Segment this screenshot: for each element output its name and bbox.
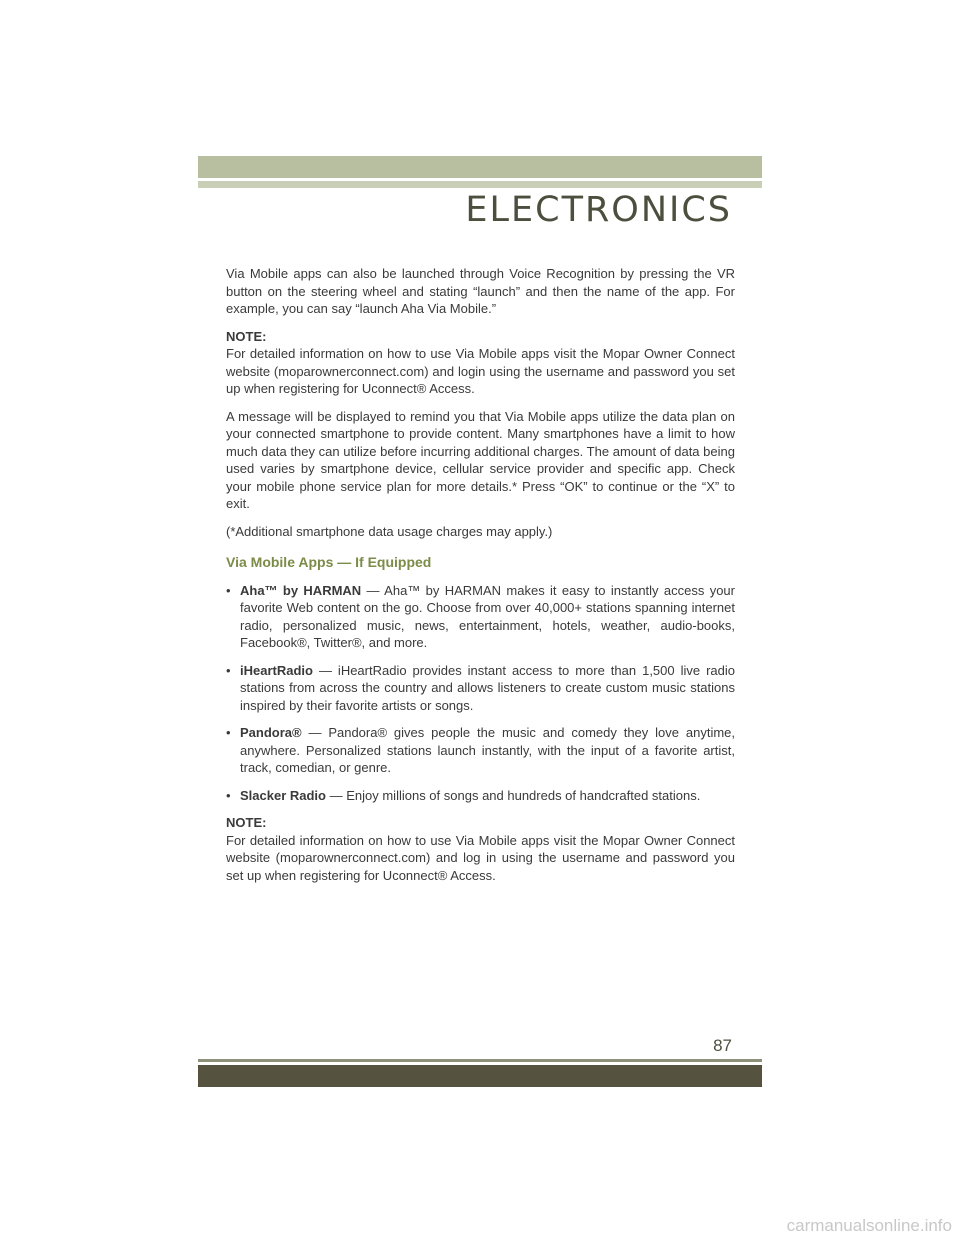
list-item-iheartradio bbox=[226, 662, 735, 715]
note-label: NOTE: bbox=[226, 815, 267, 830]
note-text: For detailed information on how to use Via Mobile apps visit the Mopar Owner Connect website (moparownerconnect.com) and log in using the username and password you set up when registering for Uconnect® Access. bbox=[226, 832, 735, 883]
page-content bbox=[226, 265, 735, 894]
note-block-1 bbox=[226, 328, 735, 398]
bullet-icon: • bbox=[226, 725, 231, 740]
paragraph-voice-launch: Via Mobile apps can also be launched through Voice Recognition by pressing the VR button on the steering wheel and stating “launch” and then the name of the app. For example, you can say “launch Aha Via Mobile.” bbox=[226, 266, 735, 316]
app-name: Pandora® bbox=[240, 725, 302, 740]
app-name: iHeartRadio bbox=[240, 662, 313, 678]
header-bar bbox=[198, 156, 762, 178]
bullet-icon: • bbox=[226, 662, 231, 678]
list-item-slacker bbox=[226, 787, 735, 805]
header-rule bbox=[198, 181, 762, 188]
paragraph-data-charges: (*Additional smartphone data usage charges may apply.) bbox=[226, 523, 553, 539]
app-name: Slacker Radio bbox=[240, 787, 326, 803]
note-block-2 bbox=[226, 814, 735, 884]
list-item-aha bbox=[226, 582, 735, 652]
footer-bar bbox=[198, 1065, 762, 1087]
app-description: — Enjoy millions of songs and hundreds of handcrafted stations. bbox=[326, 787, 701, 803]
app-description: — Pandora® gives people the music and comedy they love anytime, anywhere. Personalized stations launch instantly, with the input of a favorite artist, track, comedian, or genre. bbox=[240, 725, 735, 775]
watermark-text: carmanualsonline.info bbox=[786, 1216, 952, 1235]
section-title: ELECTRONICS bbox=[465, 190, 732, 230]
page-number: 87 bbox=[713, 1036, 732, 1055]
footer-rule bbox=[198, 1059, 762, 1062]
paragraph-data-plan: A message will be displayed to remind you that Via Mobile apps utilize the data plan on your connected smartphone to provide content. Many smartphones have a limit to how much data they can utilize before incurring additional charges. The amount of data being used varies by smartphone device, cellular service provider and specific app. Check your mobile phone service plan for more details.* Press “OK” to continue or the “X” to exit. bbox=[226, 408, 735, 511]
apps-list bbox=[226, 582, 735, 805]
bullet-icon: • bbox=[226, 582, 231, 598]
subheading-via-mobile-apps: Via Mobile Apps — If Equipped bbox=[226, 554, 432, 570]
app-name: Aha™ by HARMAN bbox=[240, 582, 362, 598]
app-description: — Aha™ by HARMAN makes it easy to instantly access your favorite Web content on the go. Choose from over 40,000+ stations spanning internet radio, personalized music, news, entertainment, hotels, weather, audio-books, Facebook®, Twitter®, and more. bbox=[240, 582, 735, 650]
list-item-pandora bbox=[226, 724, 735, 777]
app-description: — iHeartRadio provides instant access to more than 1,500 live radio stations from across the country and allows listeners to create custom music stations inspired by their favorite artists or songs. bbox=[240, 662, 735, 713]
bullet-icon: • bbox=[226, 787, 231, 803]
note-label: NOTE: bbox=[226, 328, 267, 344]
note-text: For detailed information on how to use Via Mobile apps visit the Mopar Owner Connect website (moparownerconnect.com) and login using the username and password you set up when registering for Uconnect® Access. bbox=[226, 346, 735, 396]
